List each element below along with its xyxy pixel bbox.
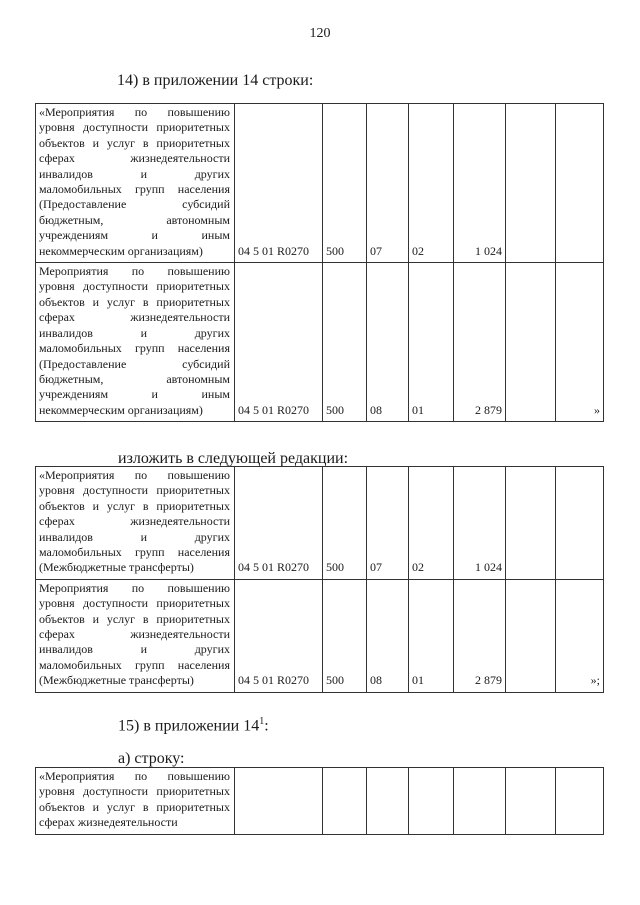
desc-line: объектов и услуг в приоритетных bbox=[39, 294, 230, 309]
desc-line: «Мероприятия по повышению bbox=[39, 105, 230, 119]
desc-line: учреждениям и иным bbox=[39, 228, 230, 243]
table-row bbox=[36, 104, 604, 263]
empty-cell bbox=[235, 768, 323, 835]
desc-line: «Мероприятия по повышению bbox=[39, 468, 230, 482]
empty-cell bbox=[506, 768, 556, 835]
expense-type-cell: 500 bbox=[323, 467, 367, 580]
empty-cell bbox=[409, 768, 454, 835]
desc-line: некоммерческим организациям) bbox=[39, 402, 203, 417]
desc-line: объектов и услуг в приоритетных bbox=[39, 498, 230, 513]
desc-line: уровня доступности приоритетных bbox=[39, 120, 230, 135]
empty-cell bbox=[323, 768, 367, 835]
page-number: 120 bbox=[309, 26, 331, 41]
desc-line: сферах жизнедеятельности bbox=[39, 815, 178, 830]
table-row bbox=[36, 467, 604, 580]
budget-code-cell: 04 5 01 R0270 bbox=[235, 467, 323, 580]
table-new-rows bbox=[35, 466, 604, 693]
closing-quote-cell bbox=[556, 467, 604, 580]
desc-line: объектов и услуг в приоритетных bbox=[39, 799, 230, 814]
section-cell: 07 bbox=[367, 467, 409, 580]
item-15-colon: : bbox=[264, 717, 269, 735]
expense-type-cell: 500 bbox=[323, 104, 367, 263]
desc-line: уровня доступности приоритетных bbox=[39, 596, 230, 611]
closing-quote-cell: »; bbox=[556, 579, 604, 692]
section-cell: 08 bbox=[367, 263, 409, 422]
empty-cell bbox=[506, 104, 556, 263]
replace-heading: изложить в следующей редакции: bbox=[118, 450, 349, 467]
subsection-cell: 01 bbox=[409, 263, 454, 422]
desc-line: бюджетным, автономным bbox=[39, 212, 230, 227]
item-14-heading: 14) в приложении 14 строки: bbox=[117, 72, 314, 89]
desc-line: сферах жизнедеятельности bbox=[39, 151, 230, 166]
amount-cell: 1 024 bbox=[454, 104, 506, 263]
table-row-15a bbox=[35, 767, 604, 835]
desc-line: объектов и услуг в приоритетных bbox=[39, 135, 230, 150]
empty-cell bbox=[367, 768, 409, 835]
row-description bbox=[36, 579, 235, 692]
desc-line: Мероприятия по повышению bbox=[39, 580, 230, 595]
desc-line: инвалидов и других bbox=[39, 325, 230, 340]
desc-line: сферах жизнедеятельности bbox=[39, 310, 230, 325]
desc-line: учреждениям и иным bbox=[39, 387, 230, 402]
row-description bbox=[36, 467, 235, 580]
section-cell: 07 bbox=[367, 104, 409, 263]
desc-line: Мероприятия по повышению bbox=[39, 264, 230, 279]
desc-line: инвалидов и других bbox=[39, 529, 230, 544]
desc-line: маломобильных групп населения bbox=[39, 182, 230, 197]
desc-line: (Предоставление субсидий bbox=[39, 356, 230, 371]
desc-line: «Мероприятия по повышению bbox=[39, 769, 230, 783]
desc-line: (Предоставление субсидий bbox=[39, 197, 230, 212]
empty-cell bbox=[506, 579, 556, 692]
desc-line: маломобильных групп населения bbox=[39, 657, 230, 672]
section-cell: 08 bbox=[367, 579, 409, 692]
item-15-text: 15) в приложении 14 bbox=[118, 717, 260, 735]
empty-cell bbox=[556, 768, 604, 835]
desc-line: (Межбюджетные трансферты) bbox=[39, 560, 194, 575]
desc-line: сферах жизнедеятельности bbox=[39, 514, 230, 529]
desc-line: инвалидов и других bbox=[39, 642, 230, 657]
subsection-cell: 02 bbox=[409, 467, 454, 580]
expense-type-cell: 500 bbox=[323, 579, 367, 692]
desc-line: некоммерческим организациям) bbox=[39, 243, 203, 258]
desc-line: маломобильных групп населения bbox=[39, 545, 230, 560]
desc-line: маломобильных групп населения bbox=[39, 341, 230, 356]
item-15-superscript: 1 bbox=[259, 716, 265, 727]
sub-a-heading: а) строку: bbox=[118, 750, 185, 767]
desc-line: уровня доступности приоритетных bbox=[39, 279, 230, 294]
desc-line: уровня доступности приоритетных bbox=[39, 483, 230, 498]
table-row bbox=[36, 263, 604, 422]
amount-cell: 2 879 bbox=[454, 263, 506, 422]
empty-cell bbox=[506, 263, 556, 422]
budget-code-cell: 04 5 01 R0270 bbox=[235, 263, 323, 422]
desc-line: сферах жизнедеятельности bbox=[39, 627, 230, 642]
desc-line: (Межбюджетные трансферты) bbox=[39, 673, 194, 688]
budget-code-cell: 04 5 01 R0270 bbox=[235, 579, 323, 692]
desc-line: уровня доступности приоритетных bbox=[39, 784, 230, 799]
row-description bbox=[36, 104, 235, 263]
desc-line: объектов и услуг в приоритетных bbox=[39, 611, 230, 626]
amount-cell: 2 879 bbox=[454, 579, 506, 692]
desc-line: бюджетным, автономным bbox=[39, 371, 230, 386]
table-old-rows bbox=[35, 103, 604, 422]
empty-cell bbox=[454, 768, 506, 835]
table-row bbox=[36, 579, 604, 692]
row-description bbox=[36, 263, 235, 422]
table-row bbox=[36, 768, 604, 835]
amount-cell: 1 024 bbox=[454, 467, 506, 580]
expense-type-cell: 500 bbox=[323, 263, 367, 422]
desc-line: инвалидов и других bbox=[39, 166, 230, 181]
budget-code-cell: 04 5 01 R0270 bbox=[235, 104, 323, 263]
item-15-heading bbox=[118, 716, 269, 735]
subsection-cell: 02 bbox=[409, 104, 454, 263]
closing-quote-cell bbox=[556, 104, 604, 263]
empty-cell bbox=[506, 467, 556, 580]
closing-quote-cell: » bbox=[556, 263, 604, 422]
row-description bbox=[36, 768, 235, 835]
subsection-cell: 01 bbox=[409, 579, 454, 692]
